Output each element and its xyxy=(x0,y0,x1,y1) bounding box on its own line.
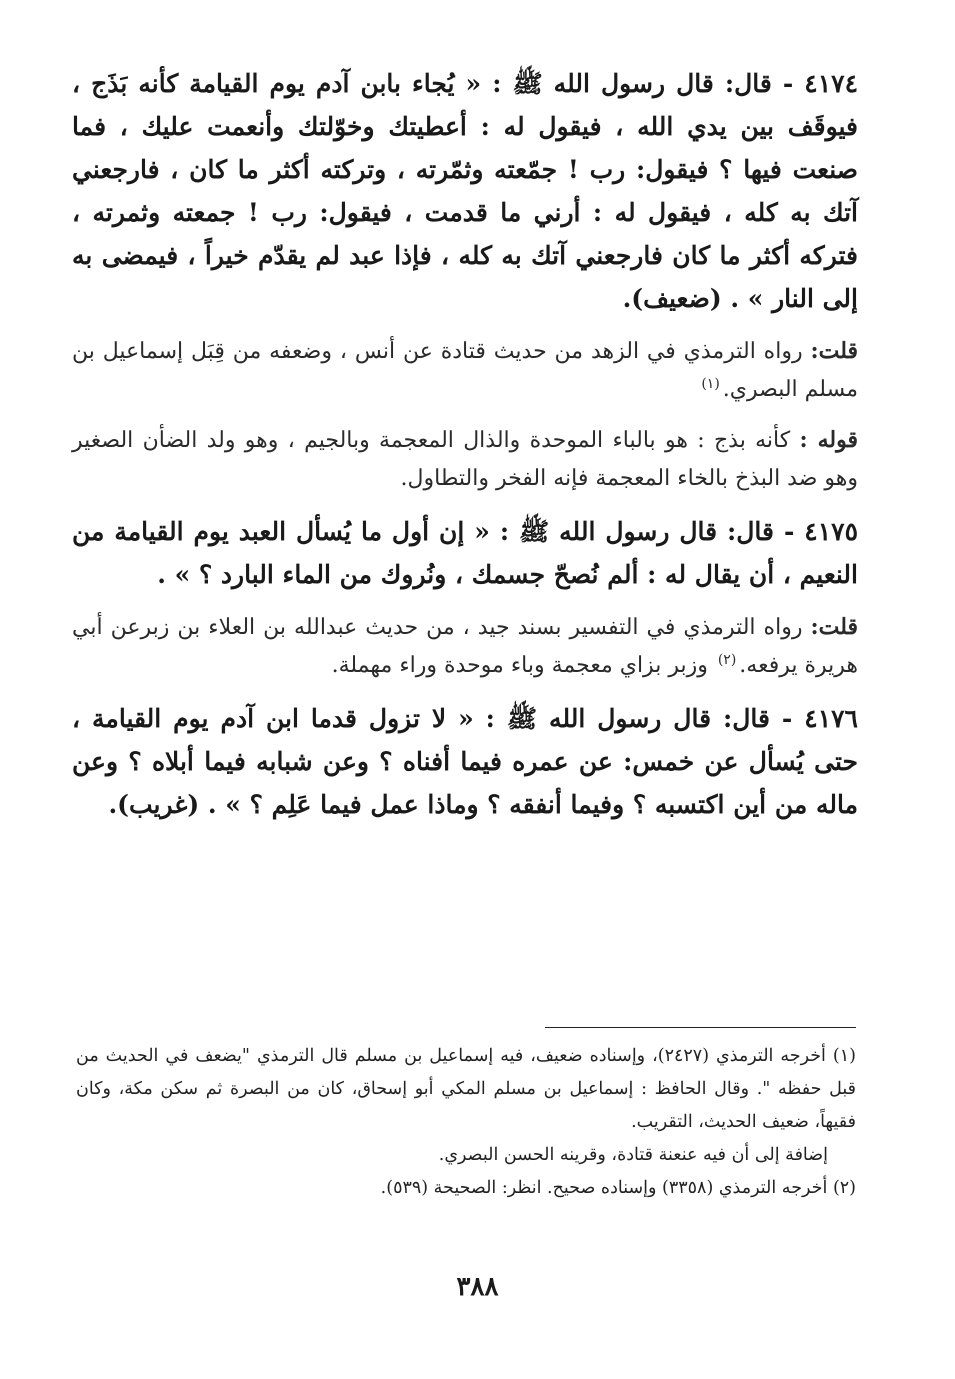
hadith-number: ٤١٧٥ xyxy=(804,517,858,546)
commentary-label: قلت: xyxy=(810,338,858,364)
footnote-ref: (١) xyxy=(832,1046,856,1066)
hadith-text: - قال: قال رسول الله ﷺ : « يُجاء بابن آدم يوم القيامة كأنه بَذَج ، فيوقَف بين يدي الله ، فيقول له : أعطيتك وخوّلتك وأنعمت عليك ، فما صنعت فيها ؟ فيقول: رب ! جمّعته وثمّرته ، وتركته أكثر ما كان ، فارجعني آتك به كله ، فيقول له : أرني ما قدمت ، فيقول: رب ! جمعته وثمرته ، فتركه أكثر ما كان فارجعني آتك به كله ، فإذا عبد لم يقدّم خيراً ، فيمضى به إلى النار » . (ضعيف). xyxy=(72,69,858,313)
hadith-number: ٤١٧٦ xyxy=(804,704,858,733)
footnotes xyxy=(76,1040,856,1205)
footnote-divider xyxy=(545,1027,856,1028)
commentary-text: رواه الترمذي في التفسير بسند جيد ، من حديث عبدالله بن العلاء بن زبرعن أبي هريرة يرفعه. xyxy=(72,615,858,678)
hadith-number: ٤١٧٤ xyxy=(804,69,858,98)
commentary-label: قلت: xyxy=(810,614,858,640)
footnote-marker-1: (١) xyxy=(701,375,720,392)
footnote-text: أخرجه الترمذي (٢٤٢٧)، وإسناده ضعيف، فيه إسماعيل بن مسلم قال الترمذي "يضعف في الحديث من قبل حفظه ". وقال الحافظ : إسماعيل بن مسلم المكي أبو إسحاق، كان من البصرة ثم سكن مكة، وكان فقيهاً، ضعيف الحديث، التقريب. xyxy=(76,1046,856,1132)
commentary-text-after: وزبر بزاي معجمة وباء موحدة وراء مهملة. xyxy=(331,653,708,678)
commentary-4175 xyxy=(72,608,858,685)
hadith-4175 xyxy=(72,510,858,596)
footnote-1-addition xyxy=(76,1139,856,1172)
hadith-text: - قال: قال رسول الله ﷺ : « إن أول ما يُسأل العبد يوم القيامة من النعيم ، أن يقال له : ألم نُصحّ جسمك ، ونُروك من الماء البارد ؟ » . xyxy=(72,517,858,589)
explanation-label: قوله : xyxy=(799,427,858,453)
page-number: ٣٨٨ xyxy=(456,1272,499,1302)
footnote-ref: (٢) xyxy=(832,1178,856,1198)
main-text xyxy=(72,62,858,838)
footnote-2 xyxy=(76,1172,856,1205)
explanation-text: كأنه بذج : هو بالباء الموحدة والذال المعجمة وبالجيم ، وهو ولد الضأن الصغير وهو ضد البذخ بالخاء المعجمة فإنه الفخر والتطاول. xyxy=(72,428,858,491)
footnote-text: أخرجه الترمذي (٣٣٥٨) وإسناده صحيح. انظر: الصحيحة (٥٣٩). xyxy=(380,1178,828,1198)
hadith-4176 xyxy=(72,697,858,826)
commentary-4174 xyxy=(72,332,858,409)
hadith-4174 xyxy=(72,62,858,320)
hadith-text: - قال: قال رسول الله ﷺ : « لا تزول قدما ابن آدم يوم القيامة ، حتى يُسأل عن خمس: عن عمره فيما أفناه ؟ وعن شبابه فيما أبلاه ؟ وعن ماله من أين اكتسبه ؟ وفيما أنفقه ؟ وماذا عمل فيما عَلِم ؟ » . (غريب). xyxy=(72,704,858,819)
footnote-marker-2: (٢) xyxy=(717,651,737,668)
footnote-text: إضافة إلى أن فيه عنعنة قتادة، وقرينه الحسن البصري. xyxy=(438,1145,828,1165)
word-explanation xyxy=(72,421,858,498)
commentary-text: رواه الترمذي في الزهد من حديث قتادة عن أنس ، وضعفه من قِبَل إسماعيل بن مسلم البصري. xyxy=(72,339,858,402)
footnote-1 xyxy=(76,1040,856,1139)
